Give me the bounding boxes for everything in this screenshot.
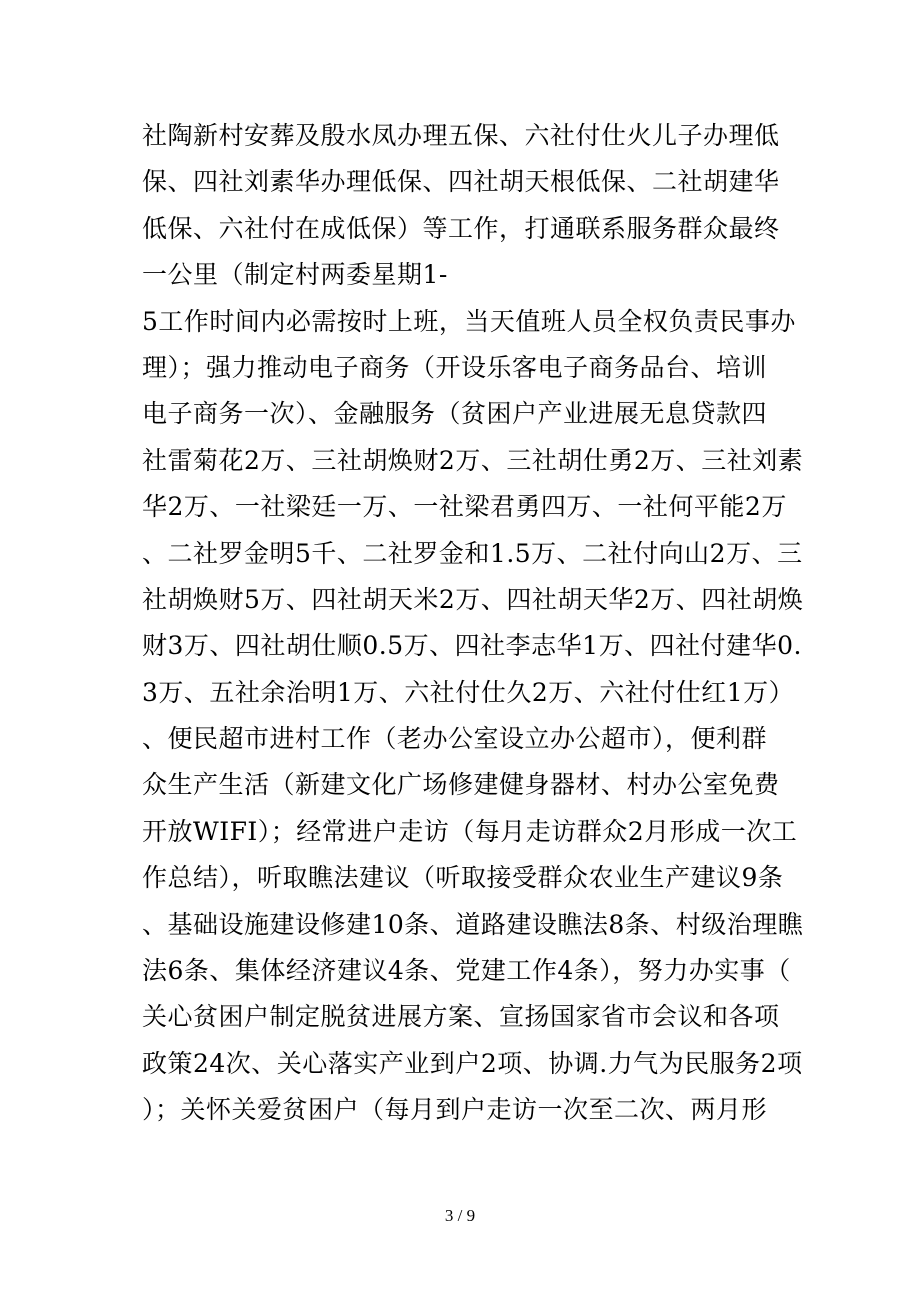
text-line: 财3万、四社胡仕顺0.5万、四社李志华1万、四社付建华0. — [142, 631, 802, 661]
text-line: 低保、六社付在成低保）等工作，打通联系服务群众最终 — [142, 213, 780, 243]
body-text — [142, 113, 804, 1134]
text-line: 、便民超市进村工作（老办公室设立办公超市），便利群 — [142, 724, 768, 754]
text-line: 、基础设施建设修建10条、道路建设瞧法8条、村级治理瞧 — [142, 909, 804, 939]
text-line: 众生产生活（新建文化广场修建健身器材、村办公室免费 — [142, 770, 780, 800]
page-number: 3 / 9 — [444, 1206, 476, 1225]
text-line: 理）；强力推动电子商务（开设乐客电子商务品台、培训 — [142, 352, 768, 382]
text-line: 电子商务一次）、金融服务（贫困户产业进展无息贷款四 — [142, 399, 768, 429]
text-line: 保、四社刘素华办理低保、四社胡天根低保、二社胡建华 — [142, 167, 780, 197]
text-line: 5工作时间内必需按时上班，当天值班人员全权负责民事办 — [142, 306, 796, 336]
text-line: 开放WIFI）；经常进户走访（每月走访群众2月形成一次工 — [142, 816, 798, 846]
text-line: 华2万、一社梁廷一万、一社梁君勇四万、一社何平能2万 — [142, 492, 787, 522]
text-line: ）；关怀关爱贫困户（每月到户走访一次至二次、两月形 — [142, 1095, 768, 1125]
text-line: 法6条、集体经济建议4条、党建工作4条），努力办实事（ — [142, 956, 791, 986]
text-line: 社陶新村安葬及殷水凤办理五保、六社付仕火儿子办理低 — [142, 121, 780, 150]
text-line: 、二社罗金明5千、二社罗金和1.5万、二社付向山2万、三 — [142, 538, 803, 568]
text-line: 一公里（制定村两委星期1- — [142, 260, 448, 290]
text-line: 3万、五社余治明1万、六社付仕久2万、六社付仕红1万） — [142, 677, 795, 707]
text-line: 社胡焕财5万、四社胡天米2万、四社胡天华2万、四社胡焕 — [142, 584, 804, 614]
text-line: 政策24次、关心落实产业到户2项、协调.力气为民服务2项 — [142, 1048, 803, 1078]
text-line: 社雷菊花2万、三社胡焕财2万、三社胡仕勇2万、三社刘素 — [142, 445, 804, 475]
text-line: 作总结），听取瞧法建议（听取接受群众农业生产建议9条 — [142, 863, 784, 893]
text-line: 关心贫困户制定脱贫进展方案、宣扬国家省市会议和各项 — [142, 1002, 780, 1032]
